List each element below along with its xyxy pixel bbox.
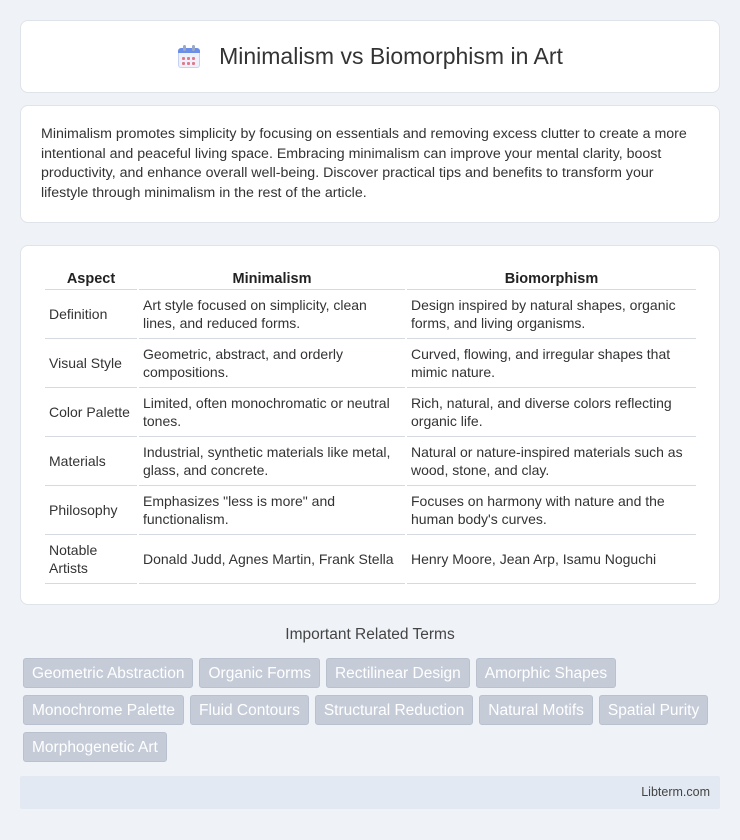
cell-aspect: Definition <box>45 290 137 339</box>
cell-biomorphism: Rich, natural, and diverse colors reflecting organic life. <box>407 388 696 437</box>
footer <box>20 776 720 809</box>
cell-biomorphism: Design inspired by natural shapes, organic forms, and living organisms. <box>407 290 696 339</box>
intro-text: Minimalism promotes simplicity by focusing on essentials and removing excess clutter to create a more intentional and peaceful living space. Embracing minimalism can improve your mental clarity, boost productivity, and enhance overall well-being. Discover practical tips and benefits to transform your lifestyle through minimalism in the rest of the article. <box>41 126 687 201</box>
cell-biomorphism: Natural or nature-inspired materials such as wood, stone, and clay. <box>407 437 696 486</box>
cell-minimalism: Art style focused on simplicity, clean lines, and reduced forms. <box>139 290 405 339</box>
cell-minimalism: Emphasizes "less is more" and functionalism. <box>139 486 405 535</box>
related-term-tag[interactable]: Fluid Contours <box>190 695 309 725</box>
cell-minimalism: Industrial, synthetic materials like metal, glass, and concrete. <box>139 437 405 486</box>
related-term-tag[interactable]: Spatial Purity <box>599 695 708 725</box>
table-row <box>45 388 696 437</box>
table-row <box>45 486 696 535</box>
related-term-tag[interactable]: Morphogenetic Art <box>23 732 167 762</box>
table-row <box>45 290 696 339</box>
cell-biomorphism: Curved, flowing, and irregular shapes that mimic nature. <box>407 339 696 388</box>
table-row <box>45 535 696 584</box>
footer-site-link[interactable]: Libterm.com <box>641 785 710 799</box>
related-term-tag[interactable]: Organic Forms <box>199 658 320 688</box>
related-term-tag[interactable]: Amorphic Shapes <box>476 658 616 688</box>
comparison-table <box>43 266 698 584</box>
table-header-row <box>45 266 696 290</box>
header-aspect: Aspect <box>45 266 137 290</box>
intro-card <box>20 105 720 223</box>
cell-aspect: Materials <box>45 437 137 486</box>
related-term-tag[interactable]: Natural Motifs <box>479 695 593 725</box>
related-terms-title: Important Related Terms <box>285 626 455 643</box>
cell-biomorphism: Focuses on harmony with nature and the human body's curves. <box>407 486 696 535</box>
table-row <box>45 437 696 486</box>
cell-biomorphism: Henry Moore, Jean Arp, Isamu Noguchi <box>407 535 696 584</box>
cell-aspect: Visual Style <box>45 339 137 388</box>
calendar-icon <box>177 45 201 69</box>
header-minimalism: Minimalism <box>139 266 405 290</box>
related-term-tag[interactable]: Geometric Abstraction <box>23 658 193 688</box>
cell-aspect: Philosophy <box>45 486 137 535</box>
cell-aspect: Notable Artists <box>45 535 137 584</box>
related-term-tag[interactable]: Structural Reduction <box>315 695 473 725</box>
related-term-tag[interactable]: Rectilinear Design <box>326 658 470 688</box>
title-card <box>20 20 720 93</box>
cell-aspect: Color Palette <box>45 388 137 437</box>
table-row <box>45 339 696 388</box>
header-biomorphism: Biomorphism <box>407 266 696 290</box>
cell-minimalism: Donald Judd, Agnes Martin, Frank Stella <box>139 535 405 584</box>
page-title: Minimalism vs Biomorphism in Art <box>219 43 563 69</box>
related-terms-list <box>23 658 723 762</box>
cell-minimalism: Limited, often monochromatic or neutral tones. <box>139 388 405 437</box>
related-term-tag[interactable]: Monochrome Palette <box>23 695 184 725</box>
cell-minimalism: Geometric, abstract, and orderly compositions. <box>139 339 405 388</box>
comparison-card <box>20 245 720 605</box>
